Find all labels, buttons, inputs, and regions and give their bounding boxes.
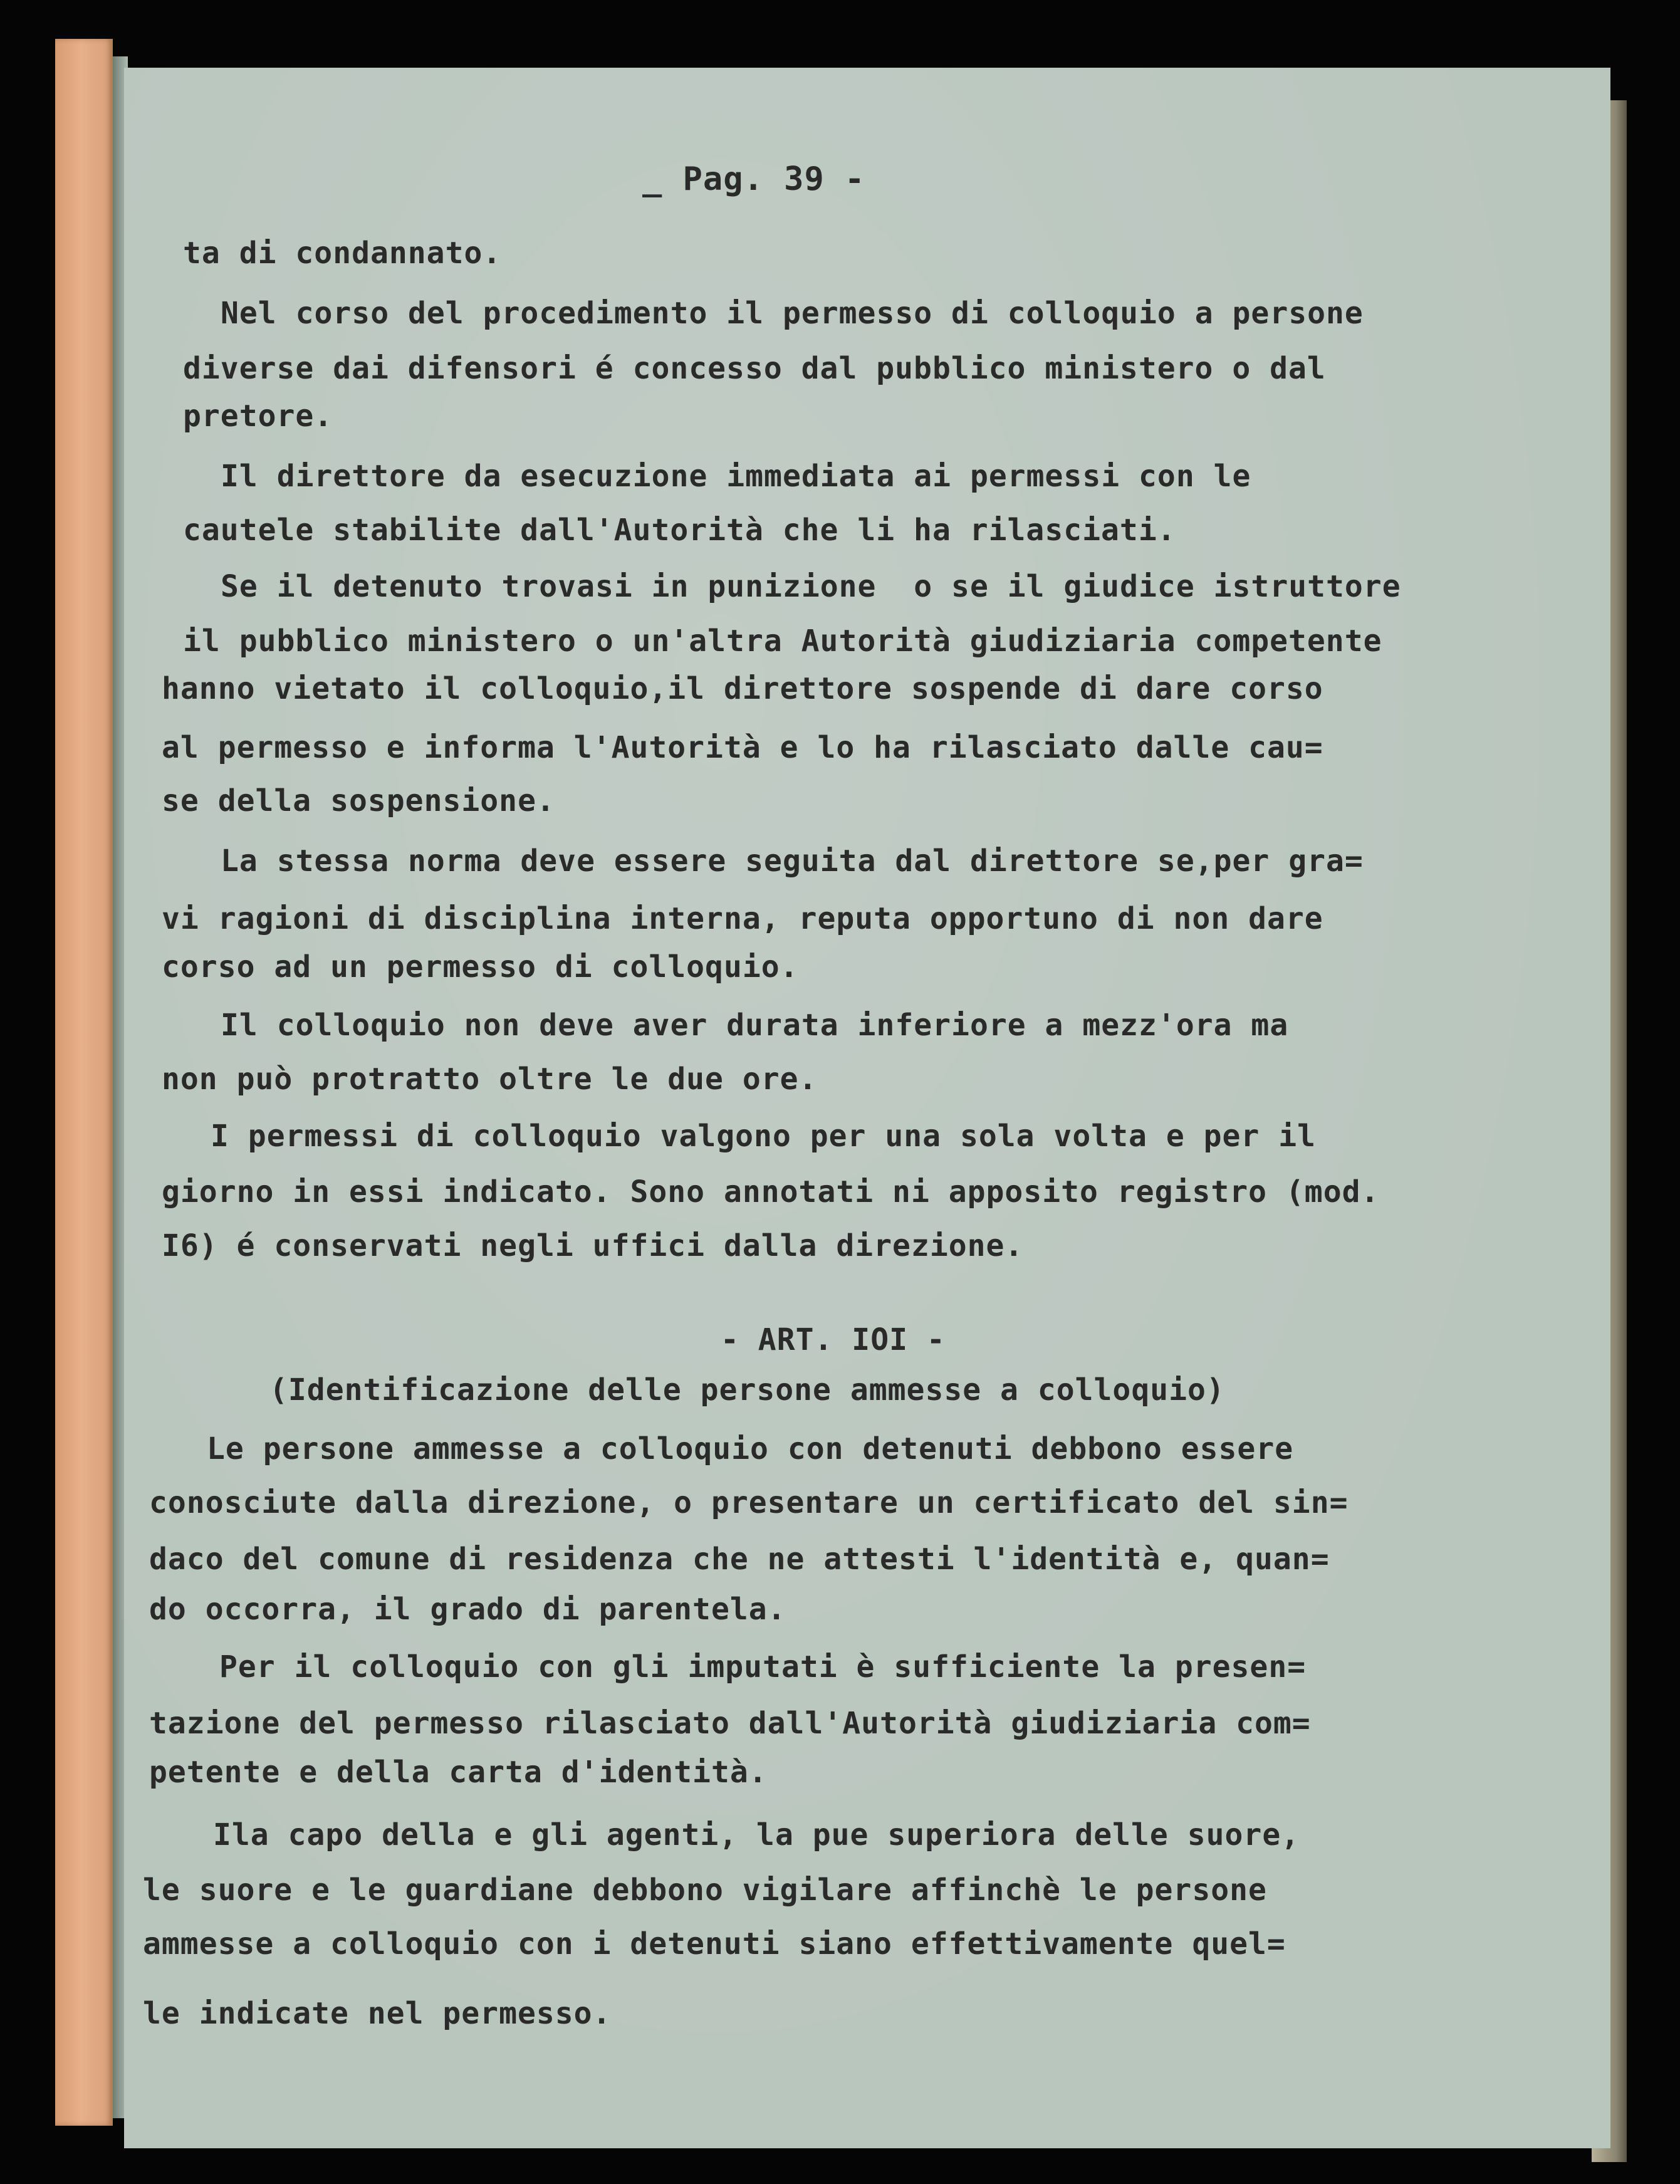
text-line: diverse dai difensori é concesso dal pubblico ministero o dal [183, 351, 1326, 386]
text-line: Se il detenuto trovasi in punizione o se il giudice istruttore [221, 569, 1401, 604]
text-line: petente e della carta d'identità. [149, 1755, 768, 1790]
text-line: giorno in essi indicato. Sono annotati ni apposito registro (mod. [162, 1174, 1380, 1210]
text-line: il pubblico ministero o un'altra Autorità giudiziaria competente [183, 624, 1382, 659]
text-line: corso ad un permesso di colloquio. [162, 949, 799, 985]
text-line: vi ragioni di disciplina interna, reputa opportuno di non dare [162, 901, 1323, 936]
text-line: tazione del permesso rilasciato dall'Autorità giudiziaria com= [149, 1706, 1311, 1741]
text-line: le suore e le guardiane debbono vigilare affinchè le persone [143, 1873, 1267, 1908]
binding-strip [55, 39, 113, 2126]
text-line: I6) é conservati negli uffici dalla direzione. [162, 1228, 1024, 1263]
article-number: - ART. IOI - [721, 1322, 946, 1357]
text-line: hanno vietato il colloquio,il direttore sospende di dare corso [162, 671, 1323, 706]
text-line: Il direttore da esecuzione immediata ai permessi con le [221, 459, 1251, 494]
text-line: non può protratto oltre le due ore. [162, 1062, 818, 1097]
text-line: I permessi di colloquio valgono per una sola volta e per il [211, 1119, 1317, 1154]
text-line: daco del comune di residenza che ne attesti l'identità e, quan= [149, 1542, 1330, 1577]
text-line: al permesso e informa l'Autorità e lo ha rilasciato dalle cau= [162, 730, 1323, 765]
text-line: ta di condannato. [183, 236, 502, 271]
text-line: cautele stabilite dall'Autorità che li ha rilasciati. [183, 513, 1176, 548]
text-line: pretore. [183, 399, 333, 434]
text-line: Nel corso del procedimento il permesso di colloquio a persone [221, 296, 1364, 331]
text-line: se della sospensione. [162, 783, 555, 818]
text-line: Ila capo della e gli agenti, la pue superiora delle suore, [213, 1817, 1300, 1852]
text-line: Per il colloquio con gli imputati è sufficiente la presen= [219, 1649, 1307, 1685]
text-line: le indicate nel permesso. [143, 1996, 612, 2031]
text-line: ammesse a colloquio con i detenuti siano effettivamente quel= [143, 1926, 1286, 1962]
text-line: Le persone ammesse a colloquio con detenuti debbono essere [207, 1431, 1294, 1466]
page-number: _ Pag. 39 - [642, 160, 865, 198]
text-line: conosciute dalla direzione, o presentare un certificato del sin= [149, 1485, 1349, 1520]
article-title: (Identificazione delle persone ammesse a colloquio) [269, 1372, 1225, 1408]
text-line: Il colloquio non deve aver durata inferiore a mezz'ora ma [221, 1008, 1289, 1043]
text-line: do occorra, il grado di parentela. [149, 1592, 786, 1627]
text-line: La stessa norma deve essere seguita dal direttore se,per gra= [221, 844, 1364, 879]
